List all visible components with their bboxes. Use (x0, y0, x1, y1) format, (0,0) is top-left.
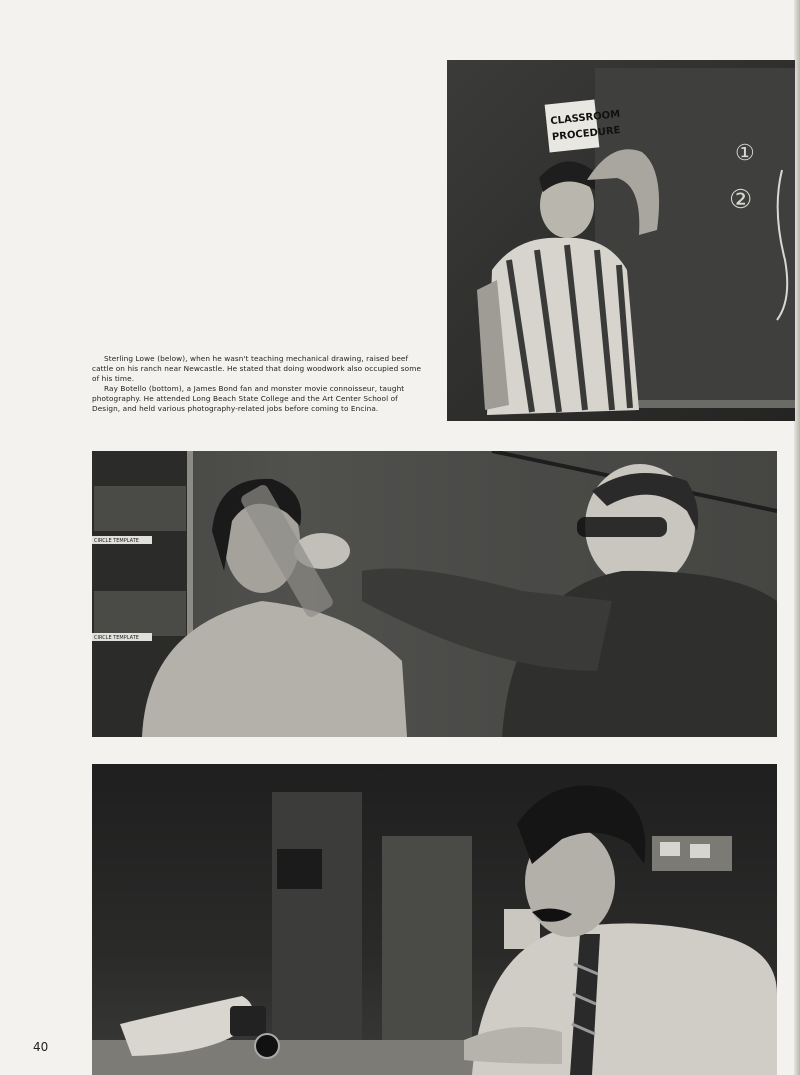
photo-photography-teacher (92, 764, 777, 1075)
teacher-glasses (577, 517, 667, 537)
door (382, 836, 472, 1056)
board-mark-1: ① (735, 141, 755, 166)
pinned-photo-2 (690, 844, 710, 858)
page-number: 40 (33, 1040, 49, 1054)
cabinet (272, 792, 362, 1052)
photo-photography-teacher-illustration (92, 764, 777, 1075)
photo-teacher-student-illustration (92, 451, 777, 737)
shelf-upper (94, 486, 186, 531)
photo-teacher-chalkboard (447, 60, 795, 421)
photo-teacher-chalkboard-illustration (447, 60, 795, 421)
caption-block (92, 354, 427, 414)
caption-botello: Ray Botello (bottom), a James Bond fan and monster movie connoisseur, taught photography. He attended Long Beach State College and the Art Center School of Design, and held various photography-related jobs before coming to Encina. (92, 384, 405, 413)
shelf-label-1: CIRCLE TEMPLATE (94, 538, 139, 544)
camera-lens (255, 1034, 279, 1058)
pinned-photo-1 (660, 842, 680, 856)
shelf-lower (94, 591, 186, 636)
photo-teacher-student (92, 451, 777, 737)
caption-lowe: Sterling Lowe (below), when he wasn't teaching mechanical drawing, raised beef cattle on his ranch near Newcastle. He stated that doing woodwork also occupied some of his time. (92, 354, 422, 383)
sign-line-2: PROCEDURE (551, 124, 621, 144)
board-mark-2: ② (729, 185, 753, 215)
sign-line-1: CLASSROOM (549, 108, 621, 128)
camera (230, 1006, 266, 1036)
shelf-label-2: CIRCLE TEMPLATE (94, 635, 139, 641)
cabinet-panel (277, 849, 322, 889)
